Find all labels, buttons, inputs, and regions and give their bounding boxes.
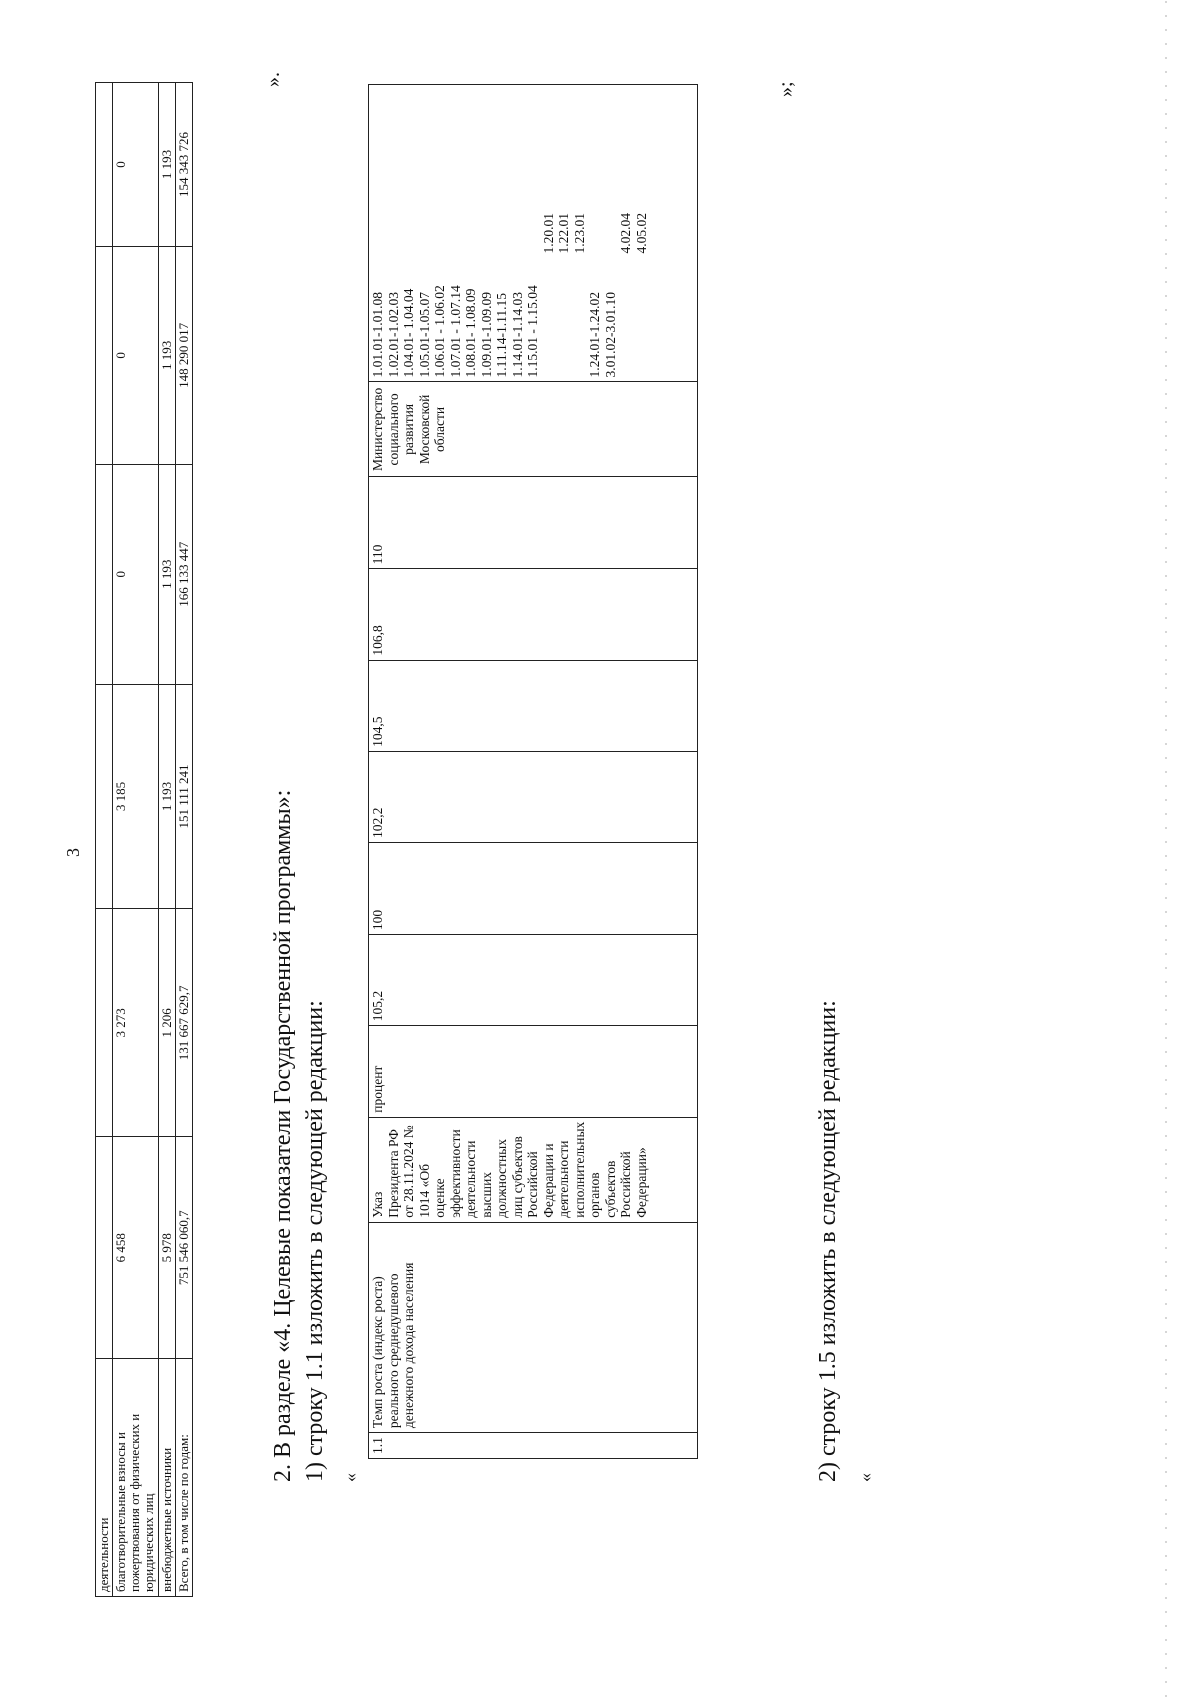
funding-row-label: благотворительные взносы и пожертвования от физических и юридических лиц [113, 1359, 159, 1597]
close-quote: ». [262, 72, 284, 87]
funding-row-label: внебюджетные источники [159, 1359, 176, 1597]
indicator-row [369, 85, 698, 1459]
activity-code: 1.06.01 - 1.06.02 [432, 285, 447, 378]
activity-code: 4.02.04 [618, 212, 633, 254]
funding-table [95, 82, 193, 1597]
indicator-value: 102,2 [369, 751, 698, 842]
funding-cell: 6 458 [113, 1137, 159, 1359]
responsible-body: Министерство социального развития Московской области [369, 382, 698, 477]
open-quote: « [855, 1473, 875, 1482]
section-heading: 2. В разделе «4. Целевые показатели Государственной программы»: [270, 789, 296, 1482]
funding-cell: 1 206 [159, 909, 176, 1137]
funding-row-extrabudget [159, 83, 176, 1597]
close-quote: »; [775, 81, 797, 97]
funding-cell: 1 193 [159, 464, 176, 684]
funding-cell: 751 546 060,7 [176, 1137, 193, 1359]
scan-artifact-line [1165, 0, 1167, 1697]
activity-code: 1.05.01-1.05.07 [416, 291, 432, 378]
activity-code: 1.11.14-1.11.15 [494, 292, 509, 378]
funding-cell [96, 1137, 113, 1359]
subitem-2-text: 2) строку 1.5 изложить в следующей редакции: [815, 1000, 841, 1482]
funding-cell: 1 193 [159, 83, 176, 247]
funding-cell: 131 667 629,7 [176, 909, 193, 1137]
indicator-value: 100 [369, 843, 698, 935]
funding-cell [96, 909, 113, 1137]
indicator-basis: Указ Президента РФ от 28.11.2024 № 1014 «Об оценке эффективности деятельности высших должностных лиц субъектов Российской Федерации и деятельности исполнительных органов субъектов Российской Федерации» [369, 1117, 698, 1222]
activity-code: 1.01.01-1.01.08 [370, 291, 385, 378]
funding-cell: 0 [113, 464, 159, 684]
funding-cell [96, 83, 113, 247]
activity-code: 1.08.01- 1.08.09 [463, 288, 478, 378]
indicator-unit: процент [369, 1026, 698, 1117]
activity-code: 1.04.01- 1.04.04 [401, 288, 416, 378]
funding-row-label: деятельности [96, 1359, 113, 1597]
subitem-1-text: 1) строку 1.1 изложить в следующей редакции: [302, 1000, 328, 1482]
funding-cell: 5 978 [159, 1137, 176, 1359]
activities-list [370, 89, 649, 377]
activity-code: 4.05.02 [633, 212, 649, 254]
funding-row-total [176, 83, 193, 1597]
indicator-table [368, 84, 698, 1459]
activity-code: 1.20.01 [540, 212, 556, 254]
row-number: 1.1 [369, 1433, 698, 1459]
funding-cell [96, 246, 113, 464]
activity-code: 3.01.02-3.01.10 [602, 291, 618, 378]
activity-code: 1.07.01 - 1.07.14 [447, 285, 463, 378]
activity-code: 1.23.01 [571, 212, 587, 254]
funding-cell [96, 464, 113, 684]
funding-cell: 148 290 017 [176, 246, 193, 464]
activities-list-cell [369, 85, 698, 382]
funding-cell: 0 [113, 83, 159, 247]
funding-cell: 154 343 726 [176, 83, 193, 247]
funding-row-label: Всего, в том числе по годам: [176, 1359, 193, 1597]
indicator-name: Темп роста (индекс роста) реального среднедушевого денежного дохода населения [369, 1222, 698, 1432]
open-quote: « [340, 1473, 360, 1482]
funding-cell: 3 273 [113, 909, 159, 1137]
funding-row-activity [96, 83, 113, 1597]
funding-cell: 3 185 [113, 684, 159, 909]
activity-code: 1.24.01-1.24.02 [587, 291, 602, 378]
indicator-value: 104,5 [369, 660, 698, 751]
funding-row-donations [113, 83, 159, 1597]
activity-code: 1.09.01-1.09.09 [478, 291, 494, 378]
funding-cell: 1 193 [159, 684, 176, 909]
activity-code: 1.02.01-1.02.03 [385, 291, 401, 378]
funding-cell: 151 111 241 [176, 684, 193, 909]
page-number: 3 [63, 848, 83, 857]
funding-cell: 0 [113, 246, 159, 464]
activity-code: 1.14.01-1.14.03 [509, 291, 525, 378]
funding-cell: 1 193 [159, 246, 176, 464]
activity-code: 1.15.01 - 1.15.04 [525, 285, 540, 378]
activity-code: 1.22.01 [556, 212, 571, 254]
funding-cell: 166 133 447 [176, 464, 193, 684]
indicator-value: 105,2 [369, 935, 698, 1026]
indicator-value: 106,8 [369, 569, 698, 660]
funding-cell [96, 684, 113, 909]
indicator-value: 110 [369, 477, 698, 569]
